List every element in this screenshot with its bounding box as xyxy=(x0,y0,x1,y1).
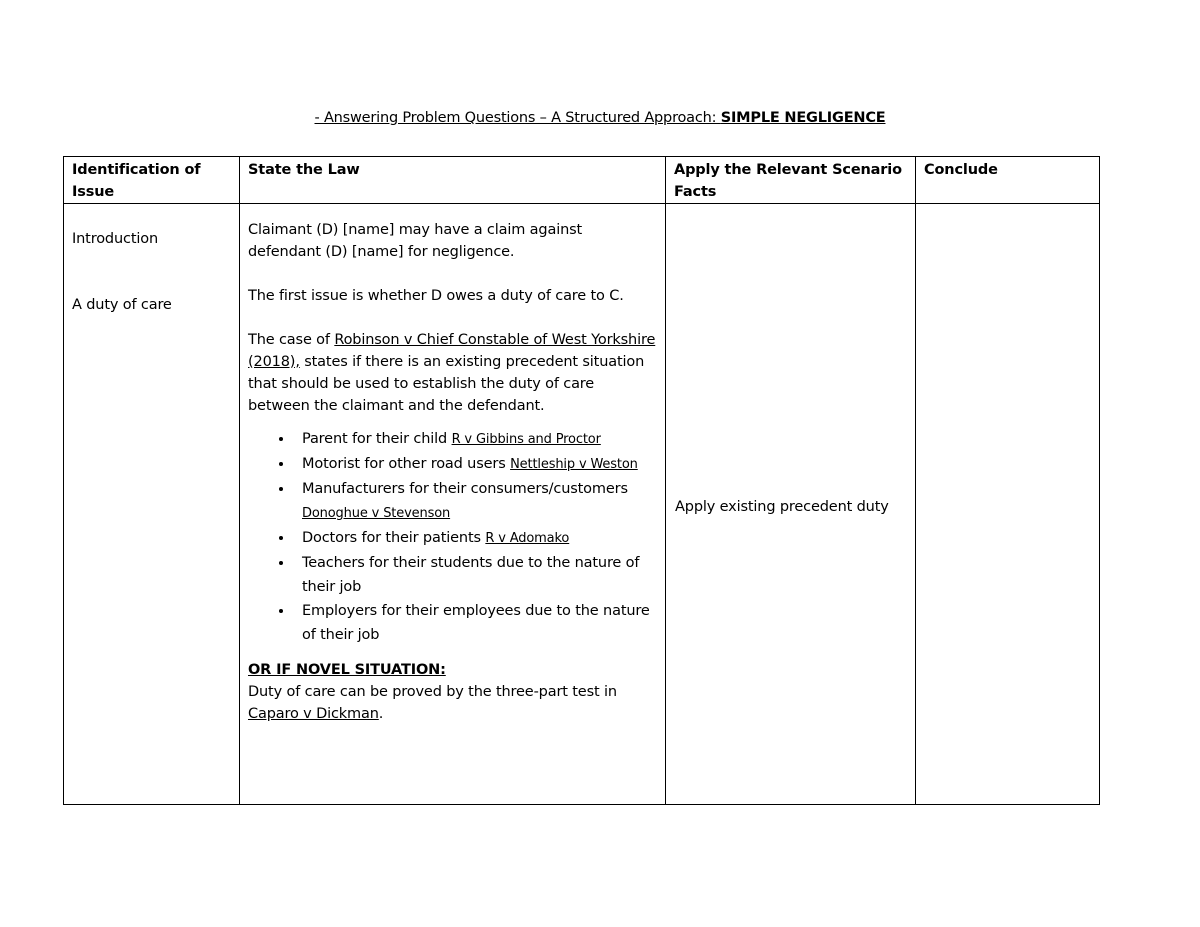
precedent-list xyxy=(248,427,657,647)
header-row xyxy=(64,157,1100,204)
list-item xyxy=(294,599,657,647)
table-row xyxy=(64,204,1100,805)
novel-text xyxy=(248,681,657,725)
example-text: Motorist for other road users xyxy=(302,456,511,472)
list-item xyxy=(294,526,657,551)
example-text: Manufacturers for their consumers/customers xyxy=(302,481,628,497)
example-case: Nettleship v Weston xyxy=(510,457,638,472)
robinson-case: Robinson v Chief Constable of West Yorkshire (2018), xyxy=(248,332,656,370)
issue-cell xyxy=(64,204,240,805)
list-item xyxy=(294,551,657,599)
issue-duty-of-care: A duty of care xyxy=(72,297,172,313)
header-state-law: State the Law xyxy=(240,157,666,204)
example-text: Parent for their child xyxy=(302,431,452,447)
header-identification: Identification of Issue xyxy=(64,157,240,204)
robinson-lead: The case of xyxy=(248,332,335,348)
apply-cell xyxy=(666,204,916,805)
novel-end: . xyxy=(378,706,384,722)
title-emphasis: SIMPLE NEGLIGENCE xyxy=(720,110,886,126)
example-case: R v Gibbins and Proctor xyxy=(451,432,601,447)
header-conclude: Conclude xyxy=(916,157,1100,204)
novel-case: Caparo v Dickman xyxy=(248,706,379,722)
example-text: Employers for their employees due to the nature of their job xyxy=(302,603,650,643)
example-case: Donoghue v Stevenson xyxy=(302,506,451,521)
law-robinson xyxy=(248,329,657,417)
law-intro: Claimant (D) [name] may have a claim against defendant (D) [name] for negligence. xyxy=(248,222,583,260)
issue-introduction: Introduction xyxy=(72,231,159,247)
title-prefix: - Answering Problem Questions – A Structured Approach: xyxy=(314,110,721,126)
law-first-issue: The first issue is whether D owes a duty of care to C. xyxy=(248,288,624,304)
document-title xyxy=(0,110,1200,126)
header-apply-facts: Apply the Relevant Scenario Facts xyxy=(666,157,916,204)
law-cell xyxy=(240,204,666,805)
list-item xyxy=(294,452,657,477)
list-item xyxy=(294,427,657,452)
conclude-cell xyxy=(916,204,1100,805)
novel-heading: OR IF NOVEL SITUATION: xyxy=(248,662,446,678)
example-text: Doctors for their patients xyxy=(302,530,486,546)
example-case: R v Adomako xyxy=(485,531,570,546)
apply-text: Apply existing precedent duty xyxy=(675,499,889,515)
list-item xyxy=(294,477,657,526)
example-text: Teachers for their students due to the nature of their job xyxy=(302,555,640,595)
novel-lead: Duty of care can be proved by the three-part test in xyxy=(248,684,617,700)
robinson-rest: states if there is an existing precedent situation that should be used to establish the duty of care between the claimant and the defendant. xyxy=(248,354,645,414)
negligence-table xyxy=(63,156,1100,805)
